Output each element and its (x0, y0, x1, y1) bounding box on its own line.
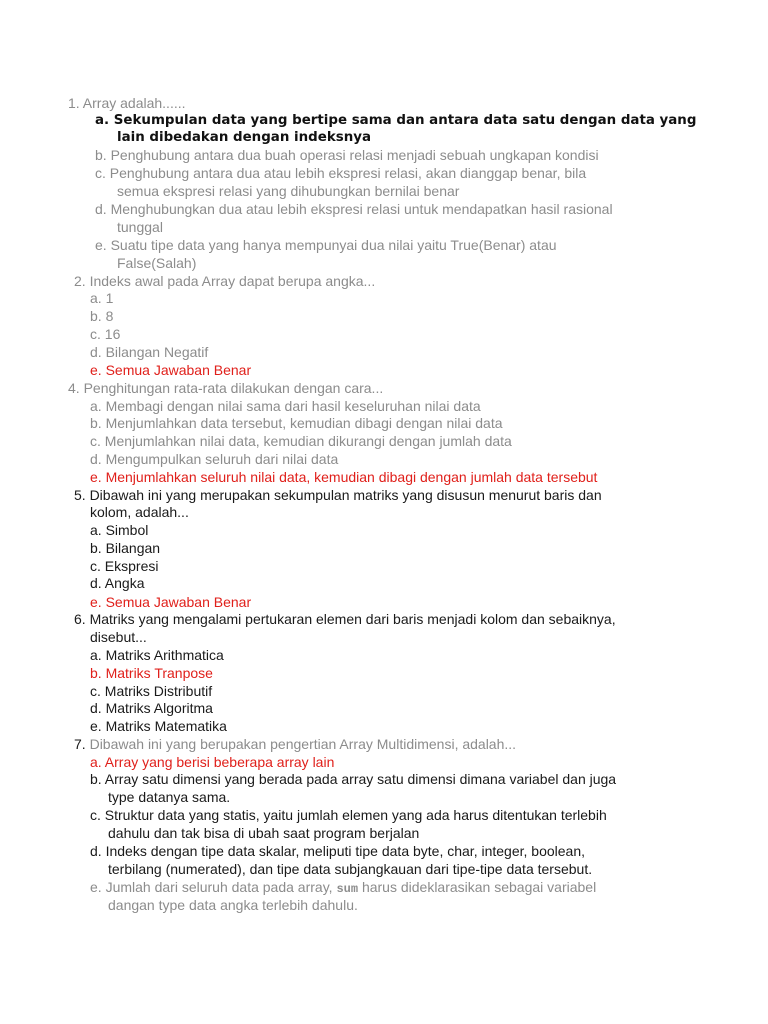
q4-option-d: d. Mengumpulkan seluruh dari nilai data (90, 451, 339, 467)
q1-option-d-cont: tunggal (117, 219, 163, 235)
q7-option-d: d. Indeks dengan tipe data skalar, meliputi tipe data byte, char, integer, boolean, (90, 843, 586, 859)
q4-option-c: c. Menjumlahkan nilai data, kemudian dikurangi dengan jumlah data (90, 433, 512, 449)
q5-option-a: a. Simbol (90, 522, 149, 538)
q6-option-e: e. Matriks Matematika (90, 718, 227, 734)
q1-option-c: c. Penghubung antara dua atau lebih ekspresi relasi, akan dianggap benar, bila (95, 165, 587, 181)
q5-option-b: b. Bilangan (90, 540, 161, 556)
q6-question: 6. Matriks yang mengalami pertukaran elemen dari baris menjadi kolom dan sebaiknya, (74, 611, 616, 627)
q1-option-b: b. Penghubung antara dua buah operasi relasi menjadi sebuah ungkapan kondisi (95, 147, 599, 163)
q7-option-c-cont: dahulu dan tak bisa di ubah saat program berjalan (108, 825, 420, 841)
q1-option-a: a. Sekumpulan data yang bertipe sama dan antara data satu dengan data yang (95, 113, 697, 128)
q5-option-c: c. Ekspresi (90, 558, 159, 574)
q6-option-b-answer: b. Matriks Tranpose (90, 665, 213, 681)
q2-question: 2. Indeks awal pada Array dapat berupa angka... (74, 273, 376, 289)
q1-option-a-cont: lain dibedakan dengan indeksnya (117, 130, 371, 145)
q7-option-e-code: sum (336, 882, 359, 896)
q7-option-e (90, 879, 596, 899)
q5-option-d: d. Angka (90, 575, 145, 591)
q2-option-c: c. 16 (90, 326, 121, 342)
q7-option-a-answer: a. Array yang berisi beberapa array lain (90, 754, 335, 770)
q1-option-c-cont: semua ekspresi relasi yang dihubungkan bernilai benar (117, 183, 460, 199)
q7-option-d-cont: terbilang (numerated), dan tipe data subjangkauan dari tipe-tipe data tersebut. (108, 861, 593, 877)
q7-option-c: c. Struktur data yang statis, yaitu jumlah elemen yang ada harus ditentukan terlebih (90, 807, 607, 823)
q7-number: 7. (74, 736, 86, 752)
q1-question: 1. Array adalah...... (68, 95, 186, 111)
q1-option-e-cont: False(Salah) (117, 255, 197, 271)
q5-question: 5. Dibawah ini yang merupakan sekumpulan matriks yang disusun menurut baris dan (74, 487, 602, 503)
q6-option-d: d. Matriks Algoritma (90, 700, 213, 716)
q4-option-e-answer: e. Menjumlahkan seluruh nilai data, kemudian dibagi dengan jumlah data tersebut (90, 469, 598, 485)
q7-option-b: b. Array satu dimensi yang berada pada array satu dimensi dimana variabel dan juga (90, 771, 617, 787)
q7-option-e-text: e. Jumlah dari seluruh data pada array, (90, 879, 333, 895)
q6-option-a: a. Matriks Arithmatica (90, 647, 224, 663)
q1-option-e: e. Suatu tipe data yang hanya mempunyai dua nilai yaitu True(Benar) atau (95, 237, 557, 253)
q5-option-e-answer: e. Semua Jawaban Benar (90, 594, 252, 610)
q2-option-b: b. 8 (90, 308, 114, 324)
q4-question: 4. Penghitungan rata-rata dilakukan dengan cara... (68, 380, 384, 396)
q2-option-a: a. 1 (90, 290, 114, 306)
q7-option-e-cont: dangan type data angka terlebih dahulu. (108, 897, 358, 913)
q7-option-e-text-end: harus dideklarasikan sebagai variabel (361, 879, 597, 895)
q1-option-d: d. Menghubungkan dua atau lebih ekspresi relasi untuk mendapatkan hasil rasional (95, 201, 613, 217)
q2-option-d: d. Bilangan Negatif (90, 344, 209, 360)
q4-option-a: a. Membagi dengan nilai sama dari hasil keseluruhan nilai data (90, 398, 481, 414)
q7-option-b-cont: type datanya sama. (108, 789, 231, 805)
q4-option-b: b. Menjumlahkan data tersebut, kemudian dibagi dengan nilai data (90, 415, 503, 431)
q6-option-c: c. Matriks Distributif (90, 683, 213, 699)
q2-option-e-answer: e. Semua Jawaban Benar (90, 362, 252, 378)
q7-question: Dibawah ini yang berupakan pengertian Array Multidimensi, adalah... (89, 736, 517, 752)
q7-question-line (74, 736, 516, 754)
q6-question-cont: disebut... (90, 629, 147, 645)
q5-question-cont: kolom, adalah... (90, 504, 189, 520)
